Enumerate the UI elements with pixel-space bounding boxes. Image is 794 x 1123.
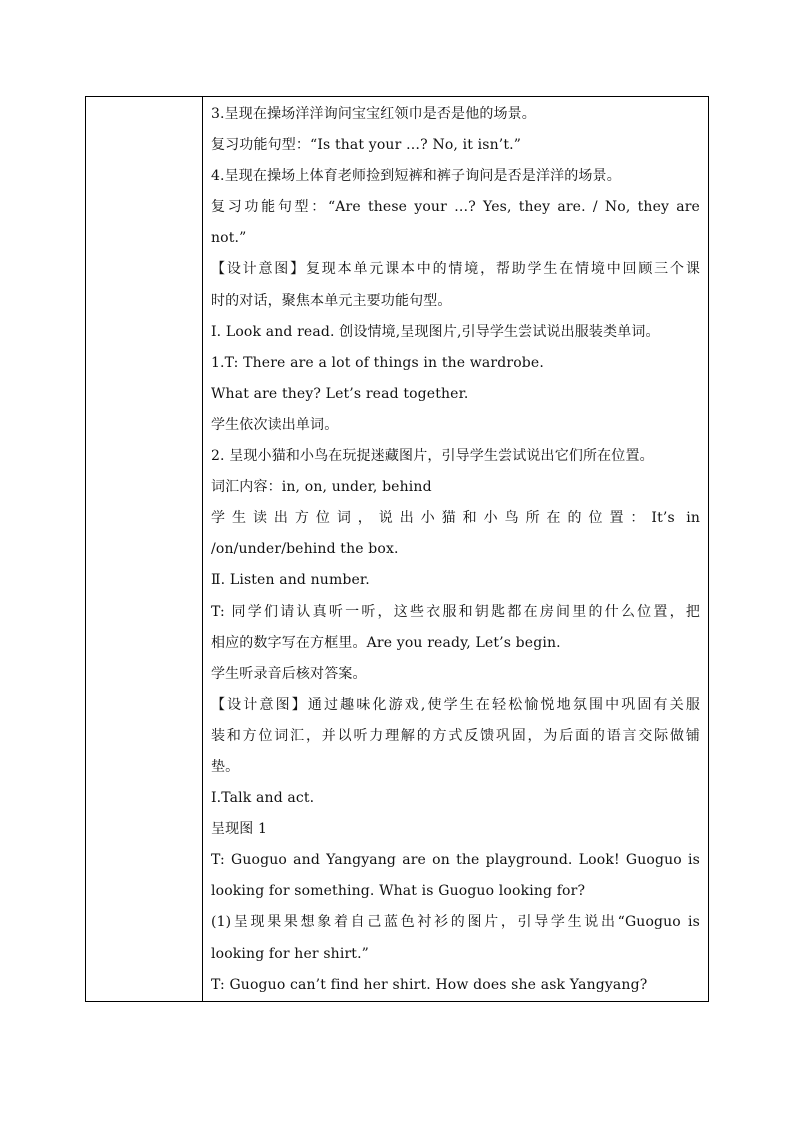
text-line: 1.T: There are a lot of things in the wardrobe.: [211, 354, 544, 371]
text-line: 2. 呈现小猫和小鸟在玩捉迷藏图片，引导学生尝试说出它们所在位置。: [211, 448, 654, 465]
text-line: looking for something. What is Guoguo looking for?: [211, 883, 586, 900]
table-content-cell: [203, 97, 708, 1001]
text-line: 装和方位词汇，并以听力理解的方式反馈巩固，为后面的语言交际做铺: [211, 727, 700, 744]
text-line: 呈现图 1: [211, 821, 268, 838]
table-left-cell: [86, 97, 203, 1001]
text-line: 复习功能句型：“Are these your …? Yes, they are. / No, they are: [211, 199, 700, 216]
text-line: T: 同学们请认真听一听，这些衣服和钥匙都在房间里的什么位置，把: [211, 603, 700, 620]
text-line: Ⅰ.Talk and act.: [211, 790, 315, 807]
lesson-plan-table: [85, 96, 709, 1002]
text-line: T: Guoguo can’t find her shirt. How does she ask Yangyang?: [211, 976, 648, 993]
text-line: 词汇内容：in, on, under, behind: [211, 479, 432, 496]
text-line: 相应的数字写在方框里。Are you ready, Let’s begin.: [211, 634, 561, 651]
text-line: T: Guoguo and Yangyang are on the playground. Look! Guoguo is: [211, 852, 700, 869]
text-line: 学生读出方位词，说出小猫和小鸟所在的位置：It’s in: [211, 510, 700, 527]
text-line: Ⅱ. Listen and number.: [211, 572, 370, 589]
text-line: looking for her shirt.”: [211, 945, 369, 962]
text-line: What are they? Let’s read together.: [211, 385, 469, 402]
text-line: 【设计意图】复现本单元课本中的情境，帮助学生在情境中回顾三个课: [211, 261, 700, 278]
text-line: 3.呈现在操场洋洋询问宝宝红领巾是否是他的场景。: [211, 106, 536, 122]
text-line: 复习功能句型：“Is that your …? No, it isn’t.”: [211, 137, 522, 154]
text-line: 4.呈现在操场上体育老师捡到短裤和裤子询问是否是洋洋的场景。: [211, 168, 621, 185]
text-line: /on/under/behind the box.: [211, 541, 399, 558]
text-line: 时的对话，聚焦本单元主要功能句型。: [211, 292, 452, 309]
text-line: not.”: [211, 230, 247, 247]
text-line: 【设计意图】通过趣味化游戏,使学生在轻松愉悦地氛围中巩固有关服: [211, 696, 700, 713]
text-line: 学生听录音后核对答案。: [211, 665, 367, 682]
text-line: 垫。: [211, 758, 240, 775]
text-line: Ⅰ. Look and read. 创设情境,呈现图片,引导学生尝试说出服装类单词。: [211, 323, 660, 340]
text-line: (1)呈现果果想象着自己蓝色衬衫的图片，引导学生说出“Guoguo is: [211, 914, 700, 931]
text-line: 学生依次读出单词。: [211, 416, 339, 433]
